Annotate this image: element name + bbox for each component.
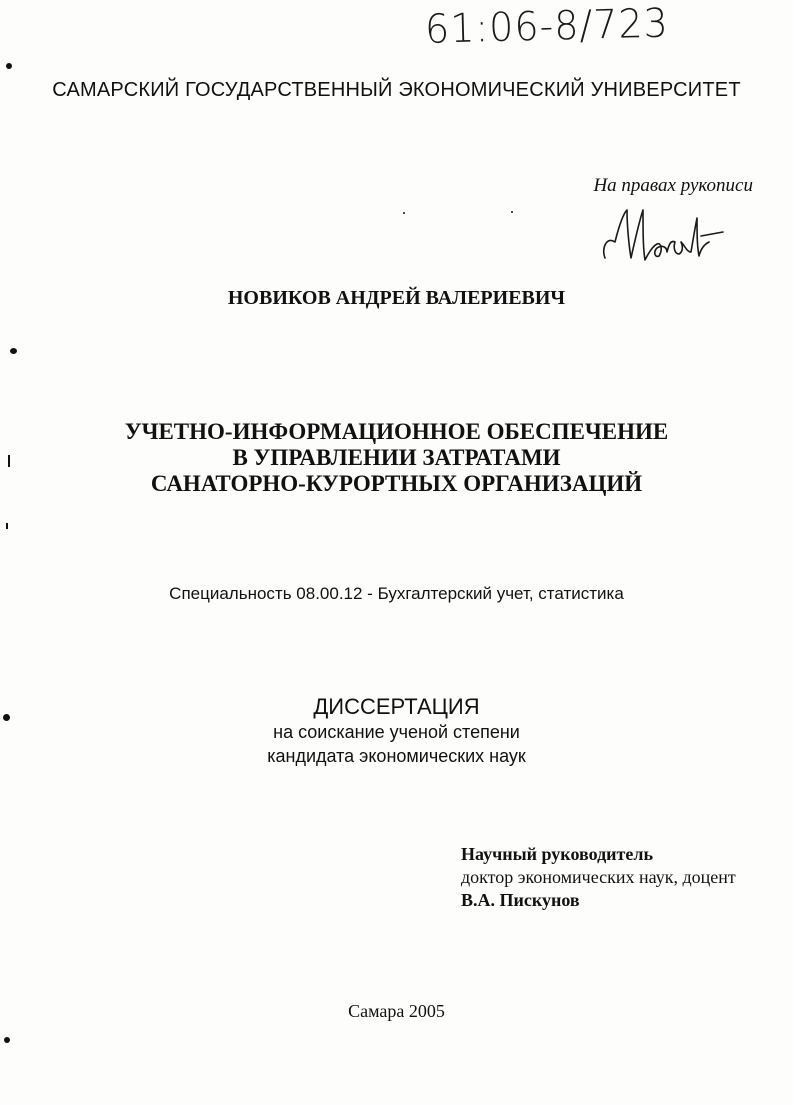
author-name: НОВИКОВ АНДРЕЙ ВАЛЕРИЕВИЧ: [227, 287, 566, 309]
dissertation-heading: ДИССЕРТАЦИЯ: [313, 694, 480, 719]
scan-mark: [8, 455, 10, 467]
supervisor-name: В.А. Пискунов: [461, 890, 580, 910]
dissertation-title: [0, 419, 793, 497]
scan-mark: [403, 212, 405, 214]
scan-mark: [4, 1037, 10, 1043]
scan-mark: [10, 348, 17, 354]
scan-mark: [511, 211, 513, 213]
title-line: В УПРАВЛЕНИИ ЗАТРАТАМИ: [232, 445, 561, 470]
title-line: УЧЕТНО-ИНФОРМАЦИОННОЕ ОБЕСПЕЧЕНИЕ: [124, 419, 669, 444]
scan-mark: [6, 63, 12, 69]
supervisor-block: [461, 843, 736, 912]
handwritten-signature: [597, 196, 727, 276]
city-year: Самара 2005: [348, 1001, 445, 1021]
supervisor-label: Научный руководитель: [461, 844, 653, 864]
scan-mark: [3, 714, 10, 721]
handwritten-archive-number: 61:06-8/723: [424, 0, 670, 53]
title-line: САНАТОРНО-КУРОРТНЫХ ОРГАНИЗАЦИЙ: [150, 471, 643, 496]
scan-mark: [6, 523, 8, 529]
specialty: Специальность 08.00.12 - Бухгалтерский учет, статистика: [169, 584, 624, 603]
degree-name-line: кандидата экономических наук: [267, 746, 526, 766]
university-name: САМАРСКИЙ ГОСУДАРСТВЕННЫЙ ЭКОНОМИЧЕСКИЙ УНИВЕРСИТЕТ: [52, 79, 741, 101]
supervisor-degree: доктор экономических наук, доцент: [461, 867, 736, 887]
manuscript-rights-note: На правах рукописи: [593, 175, 753, 196]
degree-purpose-line: на соискание ученой степени: [273, 722, 520, 742]
